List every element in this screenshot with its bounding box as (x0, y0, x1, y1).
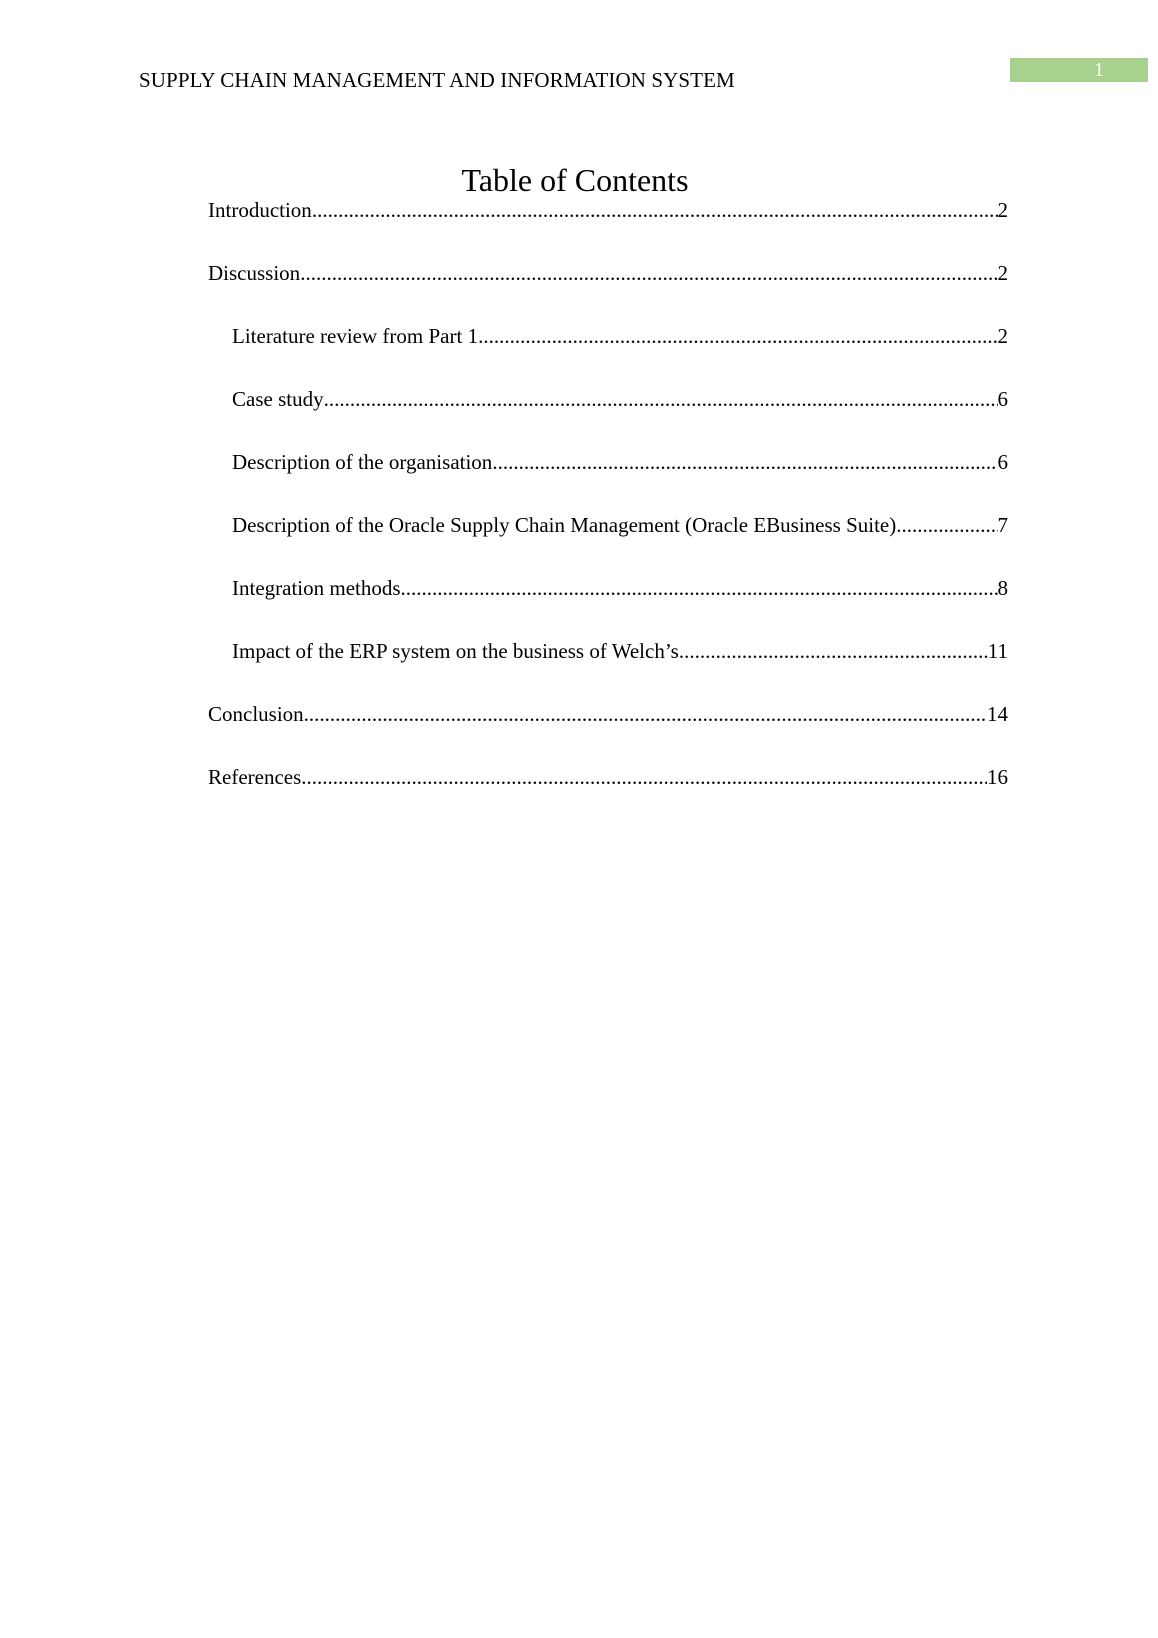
toc-title: Table of Contents (461, 162, 689, 198)
toc-dot-leader (300, 261, 997, 286)
toc-entry-label: Discussion (208, 261, 301, 285)
toc-entry-page: 11 (987, 639, 1008, 663)
toc-dot-leader (304, 702, 987, 727)
toc-entry-page: 14 (987, 702, 1008, 726)
toc-entry-oracle-scm-description[interactable] (208, 513, 1008, 576)
toc-dot-leader (324, 387, 998, 412)
toc-entry-label: References (208, 765, 302, 789)
toc-entry-case-study[interactable] (208, 387, 1008, 450)
toc-dot-leader (478, 324, 997, 349)
toc-entry-page: 6 (997, 387, 1008, 411)
toc-entry-page: 16 (987, 765, 1008, 789)
toc-entry-introduction[interactable] (208, 198, 1008, 261)
toc-entry-label: Integration methods (232, 576, 401, 600)
toc-entry-label: Case study (232, 387, 324, 411)
toc-entry-page: 8 (997, 576, 1008, 600)
toc-dot-leader (401, 576, 998, 601)
toc-entry-erp-impact[interactable] (208, 639, 1008, 702)
toc-entry-page: 7 (997, 513, 1008, 537)
toc-entry-label: Literature review from Part 1 (232, 324, 479, 348)
toc-entry-integration-methods[interactable] (208, 576, 1008, 639)
toc-dot-leader (679, 639, 988, 664)
toc-entry-label: Description of the Oracle Supply Chain Management (Oracle EBusiness Suite) (232, 513, 897, 537)
page-number: 1 (1094, 59, 1104, 81)
toc-entry-label: Description of the organisation (232, 450, 493, 474)
table-of-contents (208, 198, 1008, 828)
toc-dot-leader (312, 198, 998, 223)
page-number-badge (1010, 58, 1148, 82)
toc-entry-literature-review[interactable] (208, 324, 1008, 387)
toc-entry-label: Introduction (208, 198, 312, 222)
toc-entry-label: Conclusion (208, 702, 304, 726)
toc-entry-conclusion[interactable] (208, 702, 1008, 765)
toc-entry-page: 6 (997, 450, 1008, 474)
toc-entry-page: 2 (997, 198, 1008, 222)
toc-dot-leader (492, 450, 997, 475)
toc-entry-organisation-description[interactable] (208, 450, 1008, 513)
toc-entry-page: 2 (997, 261, 1008, 285)
toc-entry-references[interactable] (208, 765, 1008, 828)
toc-dot-leader (301, 765, 987, 790)
toc-entry-discussion[interactable] (208, 261, 1008, 324)
toc-entry-page: 2 (997, 324, 1008, 348)
toc-entry-label: Impact of the ERP system on the business of Welch’s (232, 639, 679, 663)
running-header-title: SUPPLY CHAIN MANAGEMENT AND INFORMATION SYSTEM (139, 68, 735, 92)
toc-dot-leader (896, 513, 997, 538)
